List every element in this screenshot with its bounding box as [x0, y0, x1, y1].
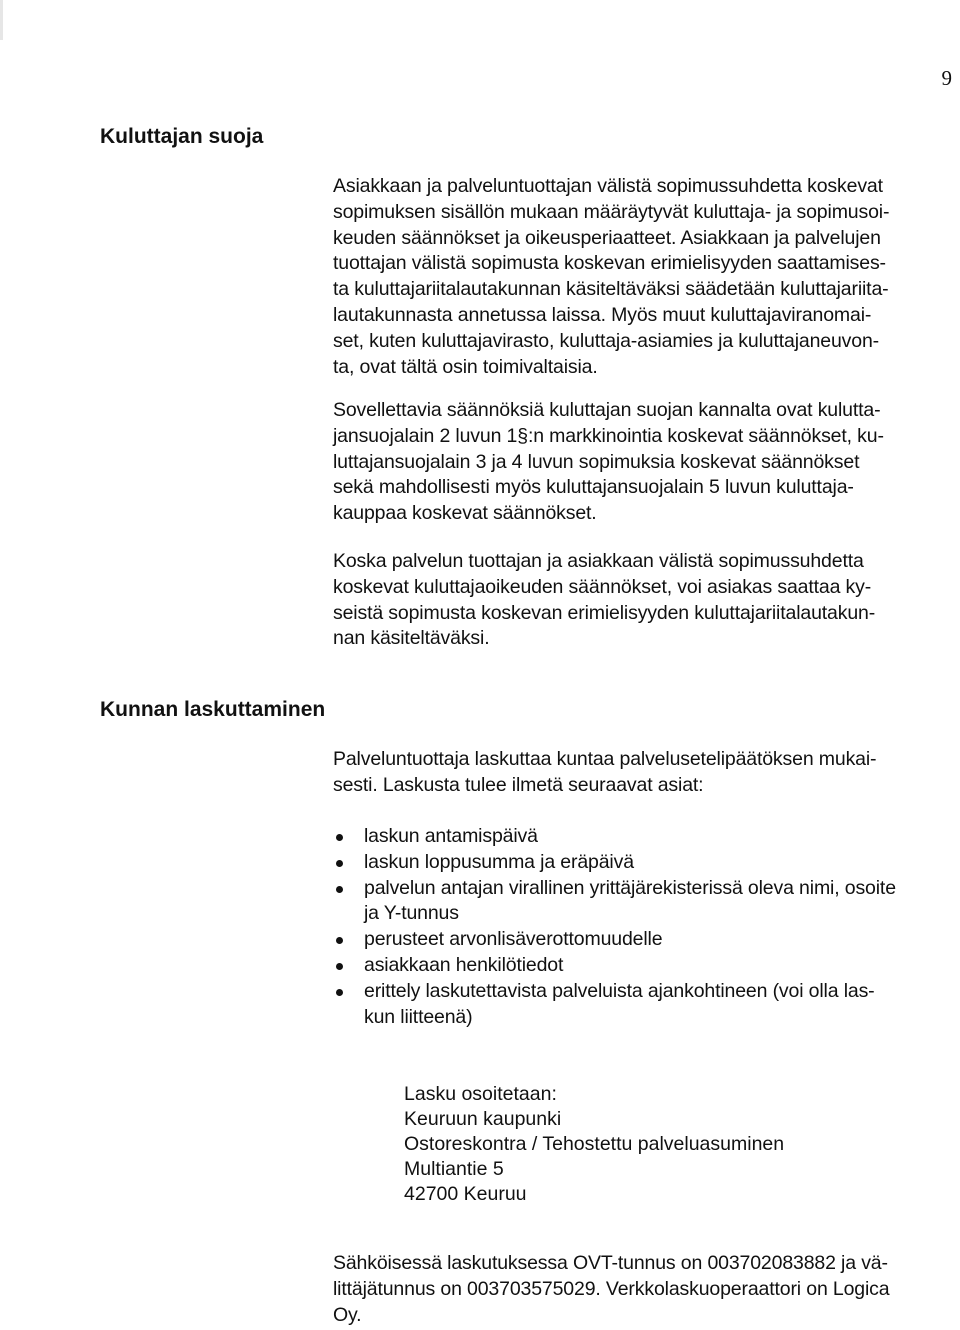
- page-edge-mark: [0, 0, 3, 40]
- text-line: keuden säännökset ja oikeusperiaatteet. Asiakkaan ja palvelujen: [333, 226, 881, 249]
- text-line: Oy.: [333, 1303, 362, 1326]
- list-item-text: asiakkaan henkilötiedot: [364, 953, 564, 976]
- list-item-text: kun liitteenä): [364, 1005, 473, 1028]
- bullet-icon: [336, 860, 343, 867]
- text-line: Sovellettavia säännöksiä kuluttajan suojan kannalta ovat kulutta-: [333, 399, 881, 421]
- text-line: set, kuten kuluttajavirasto, kuluttaja-asiamies ja kuluttajaneuvon-: [333, 329, 879, 352]
- text-line: tuottajan välistä sopimusta koskevan erimielisyyden saattamises-: [333, 252, 886, 275]
- bullet-icon: [336, 834, 343, 841]
- invoice-requirements-list: [333, 824, 958, 1030]
- list-item: [333, 953, 958, 979]
- text-line: sopimuksen sisällön mukaan määräytyvät kuluttaja- ja sopimusoi-: [333, 200, 890, 223]
- text-line: luttajansuojalain 3 ja 4 luvun sopimuksia koskevat säännökset: [333, 450, 860, 473]
- text-line: jansuojalain 2 luvun 1§:n markkinointia koskevat säännökset, ku-: [333, 424, 884, 447]
- text-line: ta, ovat tältä osin toimivaltaisia.: [333, 355, 598, 378]
- text-line: Sähköisessä laskutuksessa OVT-tunnus on 003702083882 ja vä-: [333, 1252, 888, 1274]
- list-item: [333, 927, 958, 953]
- bullet-icon: [336, 937, 343, 944]
- text-line: nan käsiteltäväksi.: [333, 627, 490, 650]
- text-line: ta kuluttajariitalautakunnan käsiteltäväksi säädetään kuluttajariita-: [333, 278, 889, 301]
- address-line: Ostoreskontra / Tehostettu palveluasuminen: [404, 1133, 785, 1155]
- list-item: [333, 876, 958, 928]
- invoice-address-block: [404, 1082, 784, 1207]
- list-item-text: laskun loppusumma ja eräpäivä: [364, 850, 634, 873]
- paragraph-consumer-2: [333, 398, 958, 527]
- bullet-icon: [336, 989, 343, 996]
- list-item-text: laskun antamispäivä: [364, 825, 538, 847]
- bullet-icon: [336, 963, 343, 970]
- text-line: seistä sopimusta koskevan erimielisyyden kuluttajariitalautakun-: [333, 601, 876, 624]
- paragraph-e-invoicing: [333, 1251, 958, 1328]
- bullet-icon: [336, 886, 343, 893]
- paragraph-consumer-1: [333, 174, 958, 380]
- address-line: Keuruun kaupunki: [404, 1108, 562, 1130]
- list-item-text: erittely laskutettavista palveluista ajankohtineen (voi olla las-: [364, 979, 875, 1002]
- address-line: Lasku osoitetaan:: [404, 1083, 557, 1105]
- text-line: Palveluntuottaja laskuttaa kuntaa palvelusetelipäätöksen mukai-: [333, 748, 877, 770]
- paragraph-consumer-3: [333, 549, 958, 652]
- text-line: sesti. Laskusta tulee ilmetä seuraavat asiat:: [333, 773, 704, 796]
- paragraph-billing-intro: [333, 747, 958, 799]
- page-number: 9: [941, 66, 952, 90]
- list-item: [333, 850, 958, 876]
- list-item-text: palvelun antajan virallinen yrittäjärekisterissä oleva nimi, osoite: [364, 876, 896, 899]
- address-line: 42700 Keuruu: [404, 1183, 527, 1205]
- text-line: lautakunnasta annetussa laissa. Myös muut kuluttajaviranomai-: [333, 303, 872, 326]
- text-line: kauppaa koskevat säännökset.: [333, 502, 597, 525]
- list-item-text: perusteet arvonlisäverottomuudelle: [364, 928, 663, 951]
- list-item: [333, 979, 958, 1031]
- list-item-text: ja Y-tunnus: [364, 902, 459, 925]
- text-line: littäjätunnus on 003703575029. Verkkolaskuoperaattori on Logica: [333, 1277, 890, 1300]
- address-line: Multiantie 5: [404, 1158, 504, 1180]
- section-heading-kuluttajan-suoja: Kuluttajan suoja: [100, 125, 264, 148]
- text-line: koskevat kuluttajaoikeuden säännökset, voi asiakas saattaa ky-: [333, 575, 872, 598]
- text-line: sekä mahdollisesti myös kuluttajansuojalain 5 luvun kuluttaja-: [333, 476, 854, 499]
- text-line: Koska palvelun tuottajan ja asiakkaan välistä sopimussuhdetta: [333, 550, 864, 572]
- text-line: Asiakkaan ja palveluntuottajan välistä sopimussuhdetta koskevat: [333, 175, 883, 197]
- list-item: [333, 824, 958, 850]
- section-heading-kunnan-laskuttaminen: Kunnan laskuttaminen: [100, 698, 326, 721]
